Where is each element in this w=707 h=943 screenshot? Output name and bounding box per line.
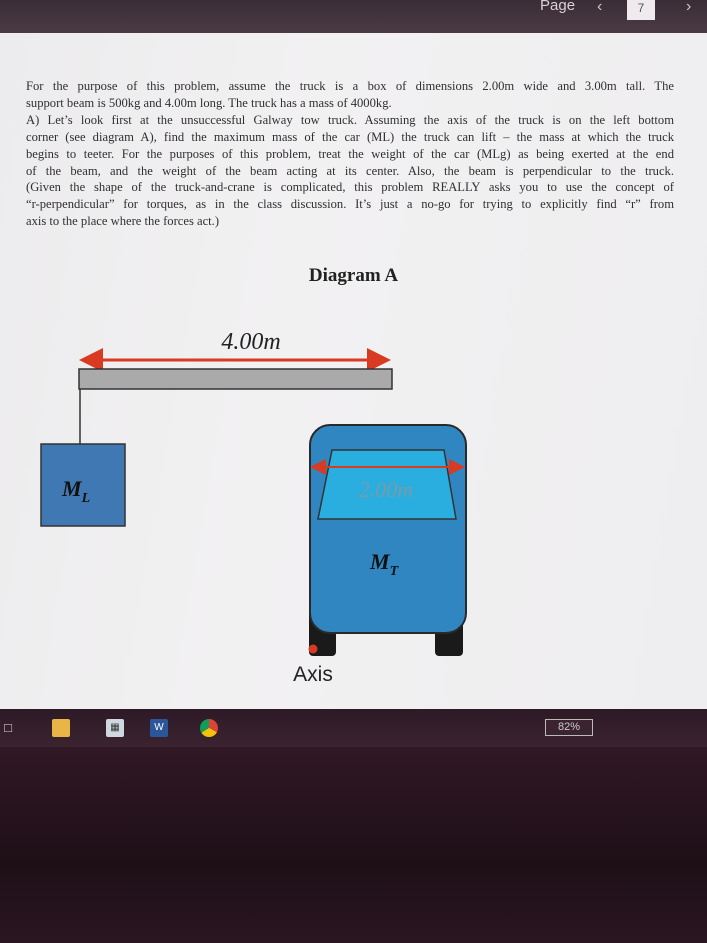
support-beam [79,369,392,389]
viewer-toolbar [0,0,707,33]
problem-line: A) Let’s look first at the unsuccessful Galway tow truck. Assuming the axis of the truck is on the left bottom [26,112,674,127]
store-icon[interactable]: ▦ [106,719,124,737]
page-label: Page [540,0,576,14]
word-icon[interactable]: W [150,719,168,737]
truck-width-label: 2.00m [358,477,414,502]
axis-point [309,645,318,654]
load-label-m: M [62,476,82,501]
problem-line: “r-perpendicular” for torques, as in the class discussion. It’s just a no-go for trying to explicitly find “r” from [26,197,674,212]
problem-line: begins to teeter. For the purposes of this problem, treat the weight of the car (MLg) as being exerted at the end [26,146,674,161]
load-label-sub: L [81,491,91,506]
problem-line: (Given the shape of the truck-and-crane is complicated, this problem REALLY asks you to use the concept of [26,180,674,195]
truck-label-m: M [370,549,390,574]
problem-line: axis to the place where the forces act.) [26,214,220,229]
axis-label: Axis [293,663,333,686]
task-view-icon[interactable]: □ [4,720,12,735]
truck-label-sub: T [389,564,399,579]
problem-line: of the beam, and the weight of the beam acting at its center. Also, the beam is perpendicular to the truck. [26,163,674,178]
diagram-title: Diagram A [308,265,399,286]
document-page [0,33,707,709]
taskbar [0,709,707,747]
page-number-input[interactable]: 7 [627,0,655,20]
battery-indicator: 82% [545,719,593,736]
chevron-left-icon[interactable]: ‹ [597,0,603,15]
load-box [41,444,125,526]
chevron-right-icon[interactable]: › [686,0,692,15]
problem-line: corner (see diagram A), find the maximum mass of the car (ML) the truck can lift – the mass at which the truck [26,129,674,144]
laptop-bezel [0,747,707,943]
problem-text [26,78,674,230]
file-explorer-icon[interactable] [52,719,70,737]
chrome-icon[interactable] [200,719,218,737]
truck-diagram [0,333,707,693]
problem-line: For the purpose of this problem, assume the truck is a box of dimensions 2.00m wide and 3.00m tall. The [26,79,674,93]
problem-line: support beam is 500kg and 4.00m long. The truck has a mass of 4000kg. [26,95,392,110]
beam-length-label: 4.00m [221,333,281,355]
